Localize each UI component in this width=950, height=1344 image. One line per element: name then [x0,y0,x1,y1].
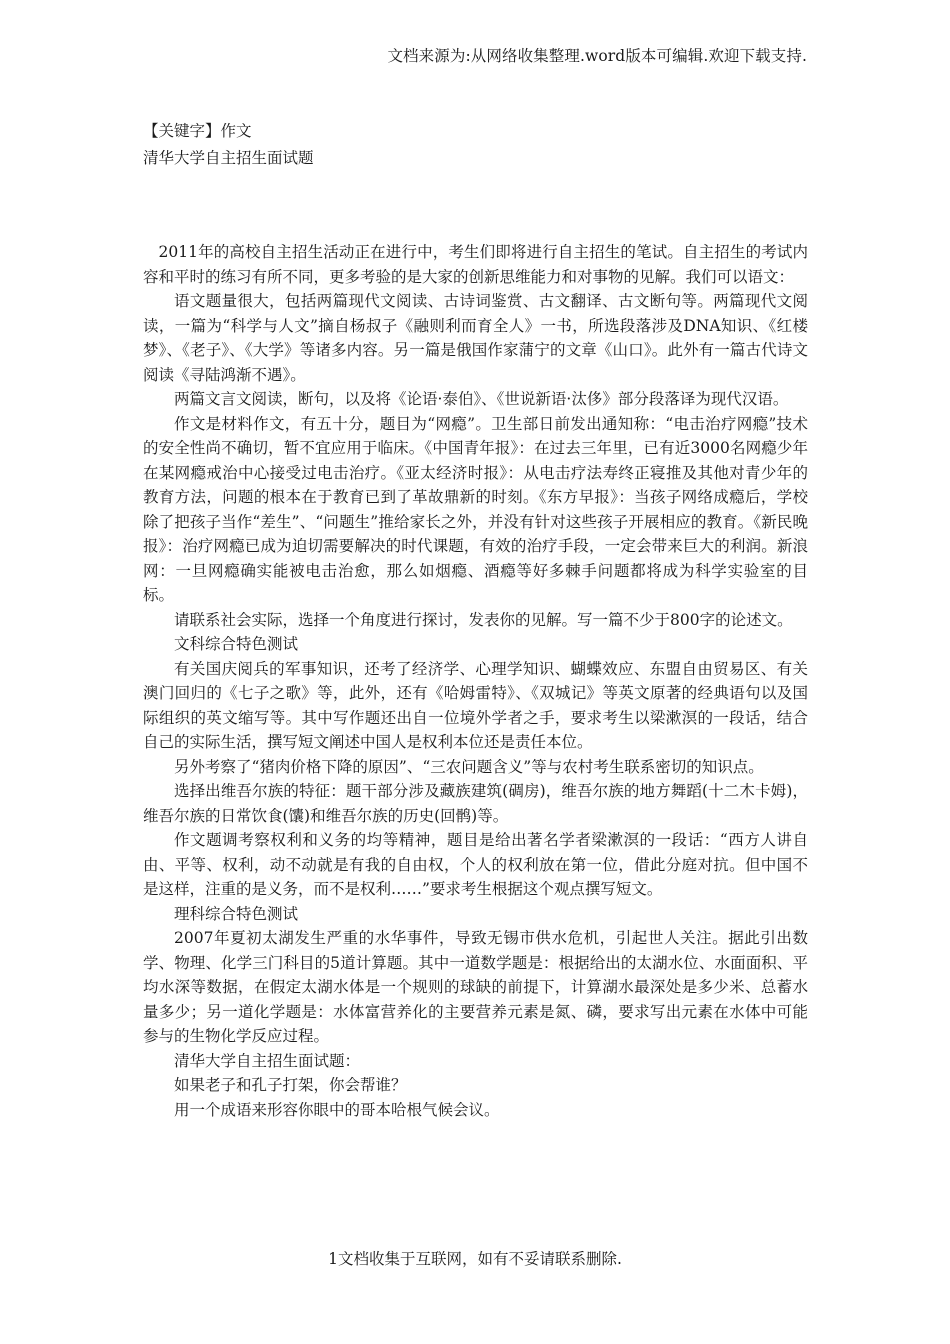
paragraph-rural-topics: 另外考察了“猪肉价格下降的原因”、“三农问题含义”等与农村考生联系密切的知识点。 [174,757,764,776]
paragraph-classical-reading: 两篇文言文阅读，断句，以及将《论语·泰伯》、《世说新语·汰侈》部分段落译为现代汉语。 [174,390,789,408]
section-heading-liberal-arts: 文科综合特色测试 [174,635,299,653]
document-source-note: 文档来源为:从网络收集整理.word版本可编辑.欢迎下载支持. [387,47,807,65]
keywords-block [143,118,314,172]
paragraph-taihu-problem: 2007年夏初太湖发生严重的水华事件，导致无锡市供水危机，引起世人关注。据此引出数学、物理、化学三门科目的5道计算题。其中一道数学题是：根据给出的太湖水位、水面面积、平均水深等数据，在假定太湖水体是一个规则的球缺的前提下，计算湖水最深处是多少米、总蓄水量多少；另一道化学题是：水体富营养化的主要营养元素是氮、磷，要求写出元素在水体中可能参与的生物化学反应过程。 [143,929,808,1045]
page-footer-note: 1文档收集于互联网，如有不妥请联系删除. [328,1250,622,1268]
paragraph-liberal-arts-content: 有关国庆阅兵的军事知识，还考了经济学、心理学知识、蝴蝶效应、东盟自由贸易区、有关澳门回归的《七子之歌》等，此外，还有《哈姆雷特》、《双城记》等英文原著的经典语句以及国际组织的英文缩写等。其中写作题还出自一位境外学者之手，要求考生以梁漱溟的一段话，结合自己的实际生活，撰写短文阐述中国人是权利本位还是责任本位。 [143,659,808,751]
keywords-line: 【关键字】作文 [143,122,252,140]
paragraph-intro: 2011年的高校自主招生活动正在进行中，考生们即将进行自主招生的笔试。自主招生的考试内容和平时的练习有所不同，更多考验的是大家的创新思维能力和对事物的见解。我们可以语文： [143,243,808,286]
paragraph-interview-question-2: 用一个成语来形容你眼中的哥本哈根气候会议。 [174,1100,500,1119]
paragraph-essay-requirement: 请联系社会实际，选择一个角度进行探讨，发表你的见解。写一篇不少于800字的论述文。 [174,610,793,629]
article-body [143,240,808,1122]
paragraph-interview-question-1: 如果老子和孔子打架，你会帮谁？ [174,1076,407,1094]
paragraph-rights-duties-essay: 作文题调考察权利和义务的均等精神，题目是给出著名学者梁漱溟的一段话：“西方人讲自由、平等、权利，动不动就是有我的自由权，个人的权利放在第一位，借此分庭对抗。但中国不是这样，注重的是义务，而不是权利……”要求考生根据这个观点撰写短文。 [143,831,808,898]
paragraph-chinese-exam: 语文题量很大，包括两篇现代文阅读、古诗词鉴赏、古文翻译、古文断句等。两篇现代文阅读，一篇为“科学与人文”摘自杨叔子《融则利而育全人》一书，所选段落涉及DNA知识、《红楼梦》、《老子》、《大学》等诸多内容。另一篇是俄国作家蒲宁的文章《山口》。此外有一篇古代诗文阅读《寻陆鸿渐不遇》。 [143,292,808,384]
section-heading-interview: 清华大学自主招生面试题： [174,1051,361,1070]
paragraph-uyghur-question: 选择出维吾尔族的特征：题干部分涉及藏族建筑(碉房)，维吾尔族的地方舞蹈(十二木卡姆)，维吾尔族的日常饮食(馕)和维吾尔族的历史(回鹘)等。 [143,782,808,825]
section-heading-science: 理科综合特色测试 [174,904,299,923]
document-title: 清华大学自主招生面试题 [143,149,314,167]
paragraph-essay-topic: 作文是材料作文，有五十分，题目为“网瘾”。卫生部日前发出通知称：“电击治疗网瘾”技术的安全性尚不确切，暂不宜应用于临床。《中国青年报》：在过去三年里，已有近3000名网瘾少年在某网瘾戒治中心接受过电击治疗。《亚太经济时报》：从电击疗法寿终正寝推及其他对青少年的教育方法，问题的根本在于教育已到了革故鼎新的时刻。《东方早报》：当孩子网络成瘾后，学校除了把孩子当作“差生”、“问题生”推给家长之外，并没有针对这些孩子开展相应的教育。《新民晚报》：治疗网瘾已成为迫切需要解决的时代课题，有效的治疗手段，一定会带来巨大的利润。新浪网：一旦网瘾确实能被电击治愈，那么如烟瘾、酒瘾等好多棘手问题都将成为科学实验室的目标。 [143,414,808,604]
